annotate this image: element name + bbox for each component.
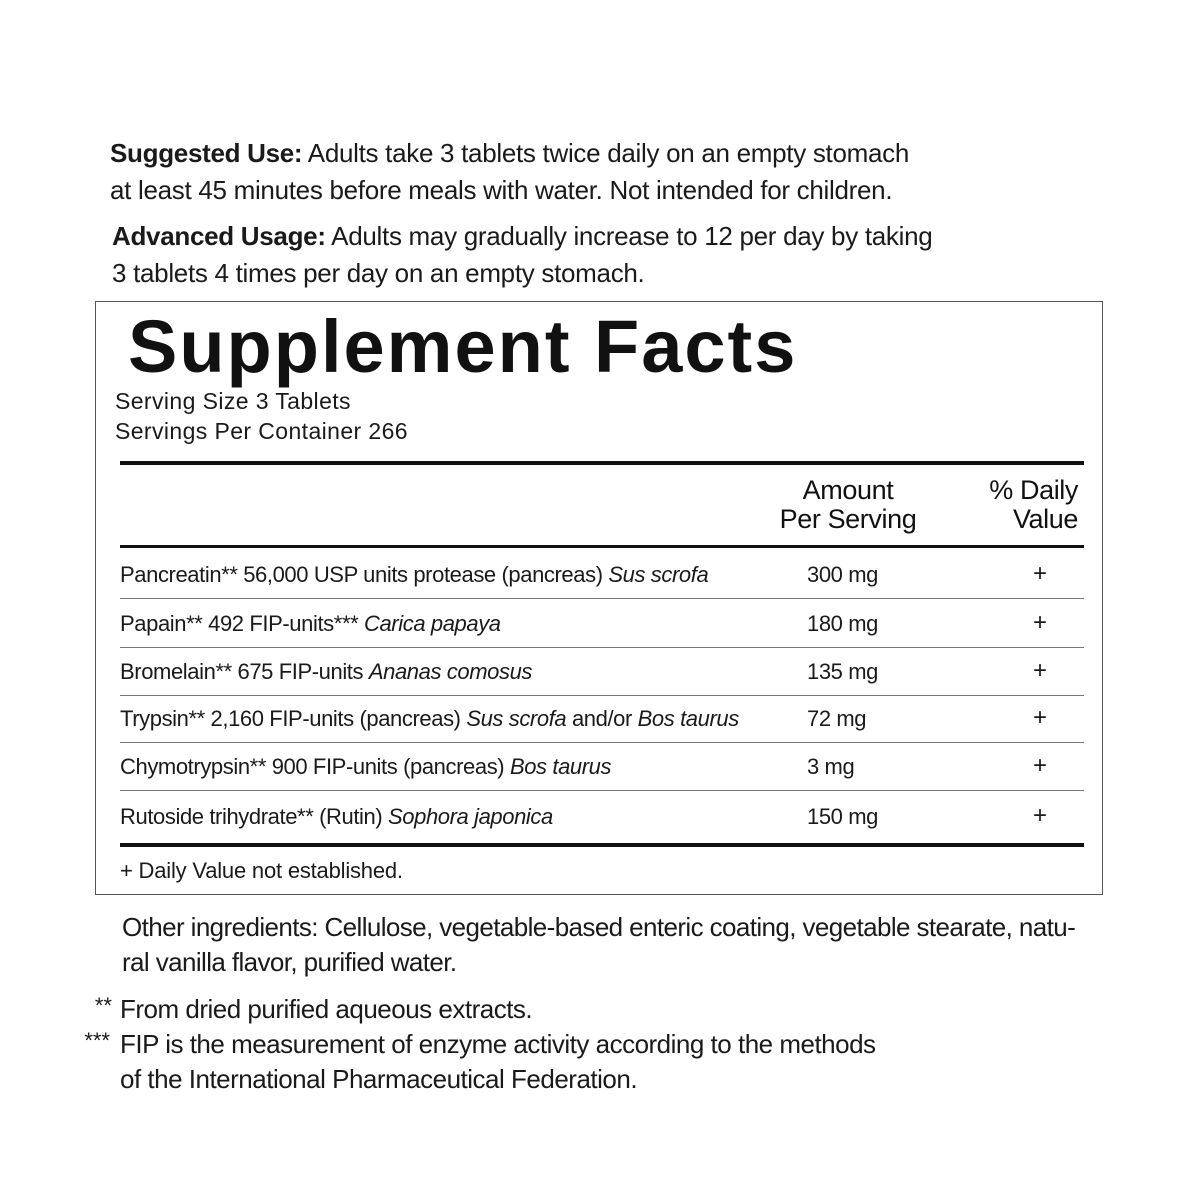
suggested-use-label: Suggested Use: xyxy=(110,138,303,168)
ingredient-name xyxy=(120,611,501,637)
ingredient-species: Sus scrofa xyxy=(466,706,567,731)
ingredient-daily-value: + xyxy=(1033,609,1047,636)
ingredient-name xyxy=(120,804,553,830)
panel-title: Supplement Facts xyxy=(128,305,798,388)
ingredient-amount: 180 mg xyxy=(807,611,878,636)
divider-thick-bottom xyxy=(120,843,1084,847)
ingredient-amount: 72 mg xyxy=(807,706,867,731)
header-amount-line1: Amount xyxy=(802,475,894,505)
ingredient-row xyxy=(120,647,1084,696)
ingredient-amount: 150 mg xyxy=(807,804,878,829)
ingredient-text: Papain** 492 FIP-units*** xyxy=(120,611,364,636)
footnote-extracts: From dried purified aqueous extracts. xyxy=(120,994,533,1024)
ingredient-amount: 300 mg xyxy=(807,562,878,587)
ingredient-daily-value: + xyxy=(1033,752,1047,779)
header-dv-line1: % Daily xyxy=(989,475,1078,505)
supplement-facts-panel xyxy=(95,301,1103,895)
ingredient-species: Bos taurus xyxy=(637,706,739,731)
header-amount xyxy=(768,476,928,534)
footnote-fip xyxy=(120,1027,876,1097)
header-daily-value xyxy=(958,476,1078,534)
footnote-mark: *** xyxy=(84,1028,110,1053)
ingredient-species: Sus scrofa xyxy=(608,562,709,587)
ingredient-species: Bos taurus xyxy=(509,754,612,779)
footnote-fip-line1: FIP is the measurement of enzyme activity according to the methods xyxy=(120,1029,876,1059)
advanced-usage-text-2: 3 tablets 4 times per day on an empty stomach. xyxy=(112,258,645,288)
ingredient-text: Chymotrypsin** 900 FIP-units (pancreas) xyxy=(120,754,510,779)
ingredient-text: Rutoside trihydrate** (Rutin) xyxy=(120,804,389,829)
header-amount-line2: Per Serving xyxy=(779,504,917,534)
other-ingredients xyxy=(122,910,1102,980)
ingredient-name xyxy=(120,562,708,588)
ingredient-row xyxy=(120,742,1084,791)
ingredient-daily-value: + xyxy=(1033,560,1047,587)
ingredient-name xyxy=(120,659,532,685)
ingredient-row xyxy=(120,599,1084,648)
servings-per-container: Servings Per Container 266 xyxy=(115,418,408,444)
ingredient-species: Sophora japonica xyxy=(388,804,553,829)
header-dv-line2: Value xyxy=(1012,504,1078,534)
suggested-use-text-2: at least 45 minutes before meals with water. Not intended for children. xyxy=(110,175,893,205)
ingredient-species: Carica papaya xyxy=(363,611,501,636)
suggested-use-text: Adults take 3 tablets twice daily on an empty stomach xyxy=(302,138,909,168)
ingredient-amount: 135 mg xyxy=(807,659,878,684)
other-ingredients-line1: Other ingredients: Cellulose, vegetable-based enteric coating, vegetable stearate, natu- xyxy=(122,912,1076,942)
advanced-usage-label: Advanced Usage: xyxy=(112,221,326,251)
divider-thick xyxy=(120,461,1084,465)
other-ingredients-line2: ral vanilla flavor, purified water. xyxy=(122,947,457,977)
ingredient-daily-value: + xyxy=(1033,657,1047,684)
ingredient-row xyxy=(120,694,1084,743)
ingredient-name xyxy=(120,706,739,732)
advanced-usage xyxy=(112,218,932,292)
advanced-usage-text: Adults may gradually increase to 12 per day by taking xyxy=(325,221,933,251)
serving-size: Serving Size 3 Tablets xyxy=(115,388,351,414)
divider-header xyxy=(120,545,1084,548)
ingredient-text: Trypsin** 2,160 FIP-units (pancreas) xyxy=(120,706,467,731)
daily-value-footnote: + Daily Value not established. xyxy=(120,858,403,883)
ingredient-amount: 3 mg xyxy=(807,754,855,779)
footnote-mark: ** xyxy=(94,993,112,1018)
ingredient-species: Ananas comosus xyxy=(368,659,533,684)
ingredient-row xyxy=(120,550,1084,599)
ingredient-name xyxy=(120,754,611,780)
ingredient-text: and/or xyxy=(566,706,638,731)
ingredient-text: Pancreatin** 56,000 USP units protease (pancreas) xyxy=(120,562,609,587)
ingredient-text: Bromelain** 675 FIP-units xyxy=(120,659,369,684)
suggested-use xyxy=(110,135,909,209)
ingredient-daily-value: + xyxy=(1033,802,1047,829)
ingredient-row xyxy=(120,792,1084,840)
footnote-fip-line2: of the International Pharmaceutical Federation. xyxy=(120,1064,638,1094)
ingredient-daily-value: + xyxy=(1033,704,1047,731)
